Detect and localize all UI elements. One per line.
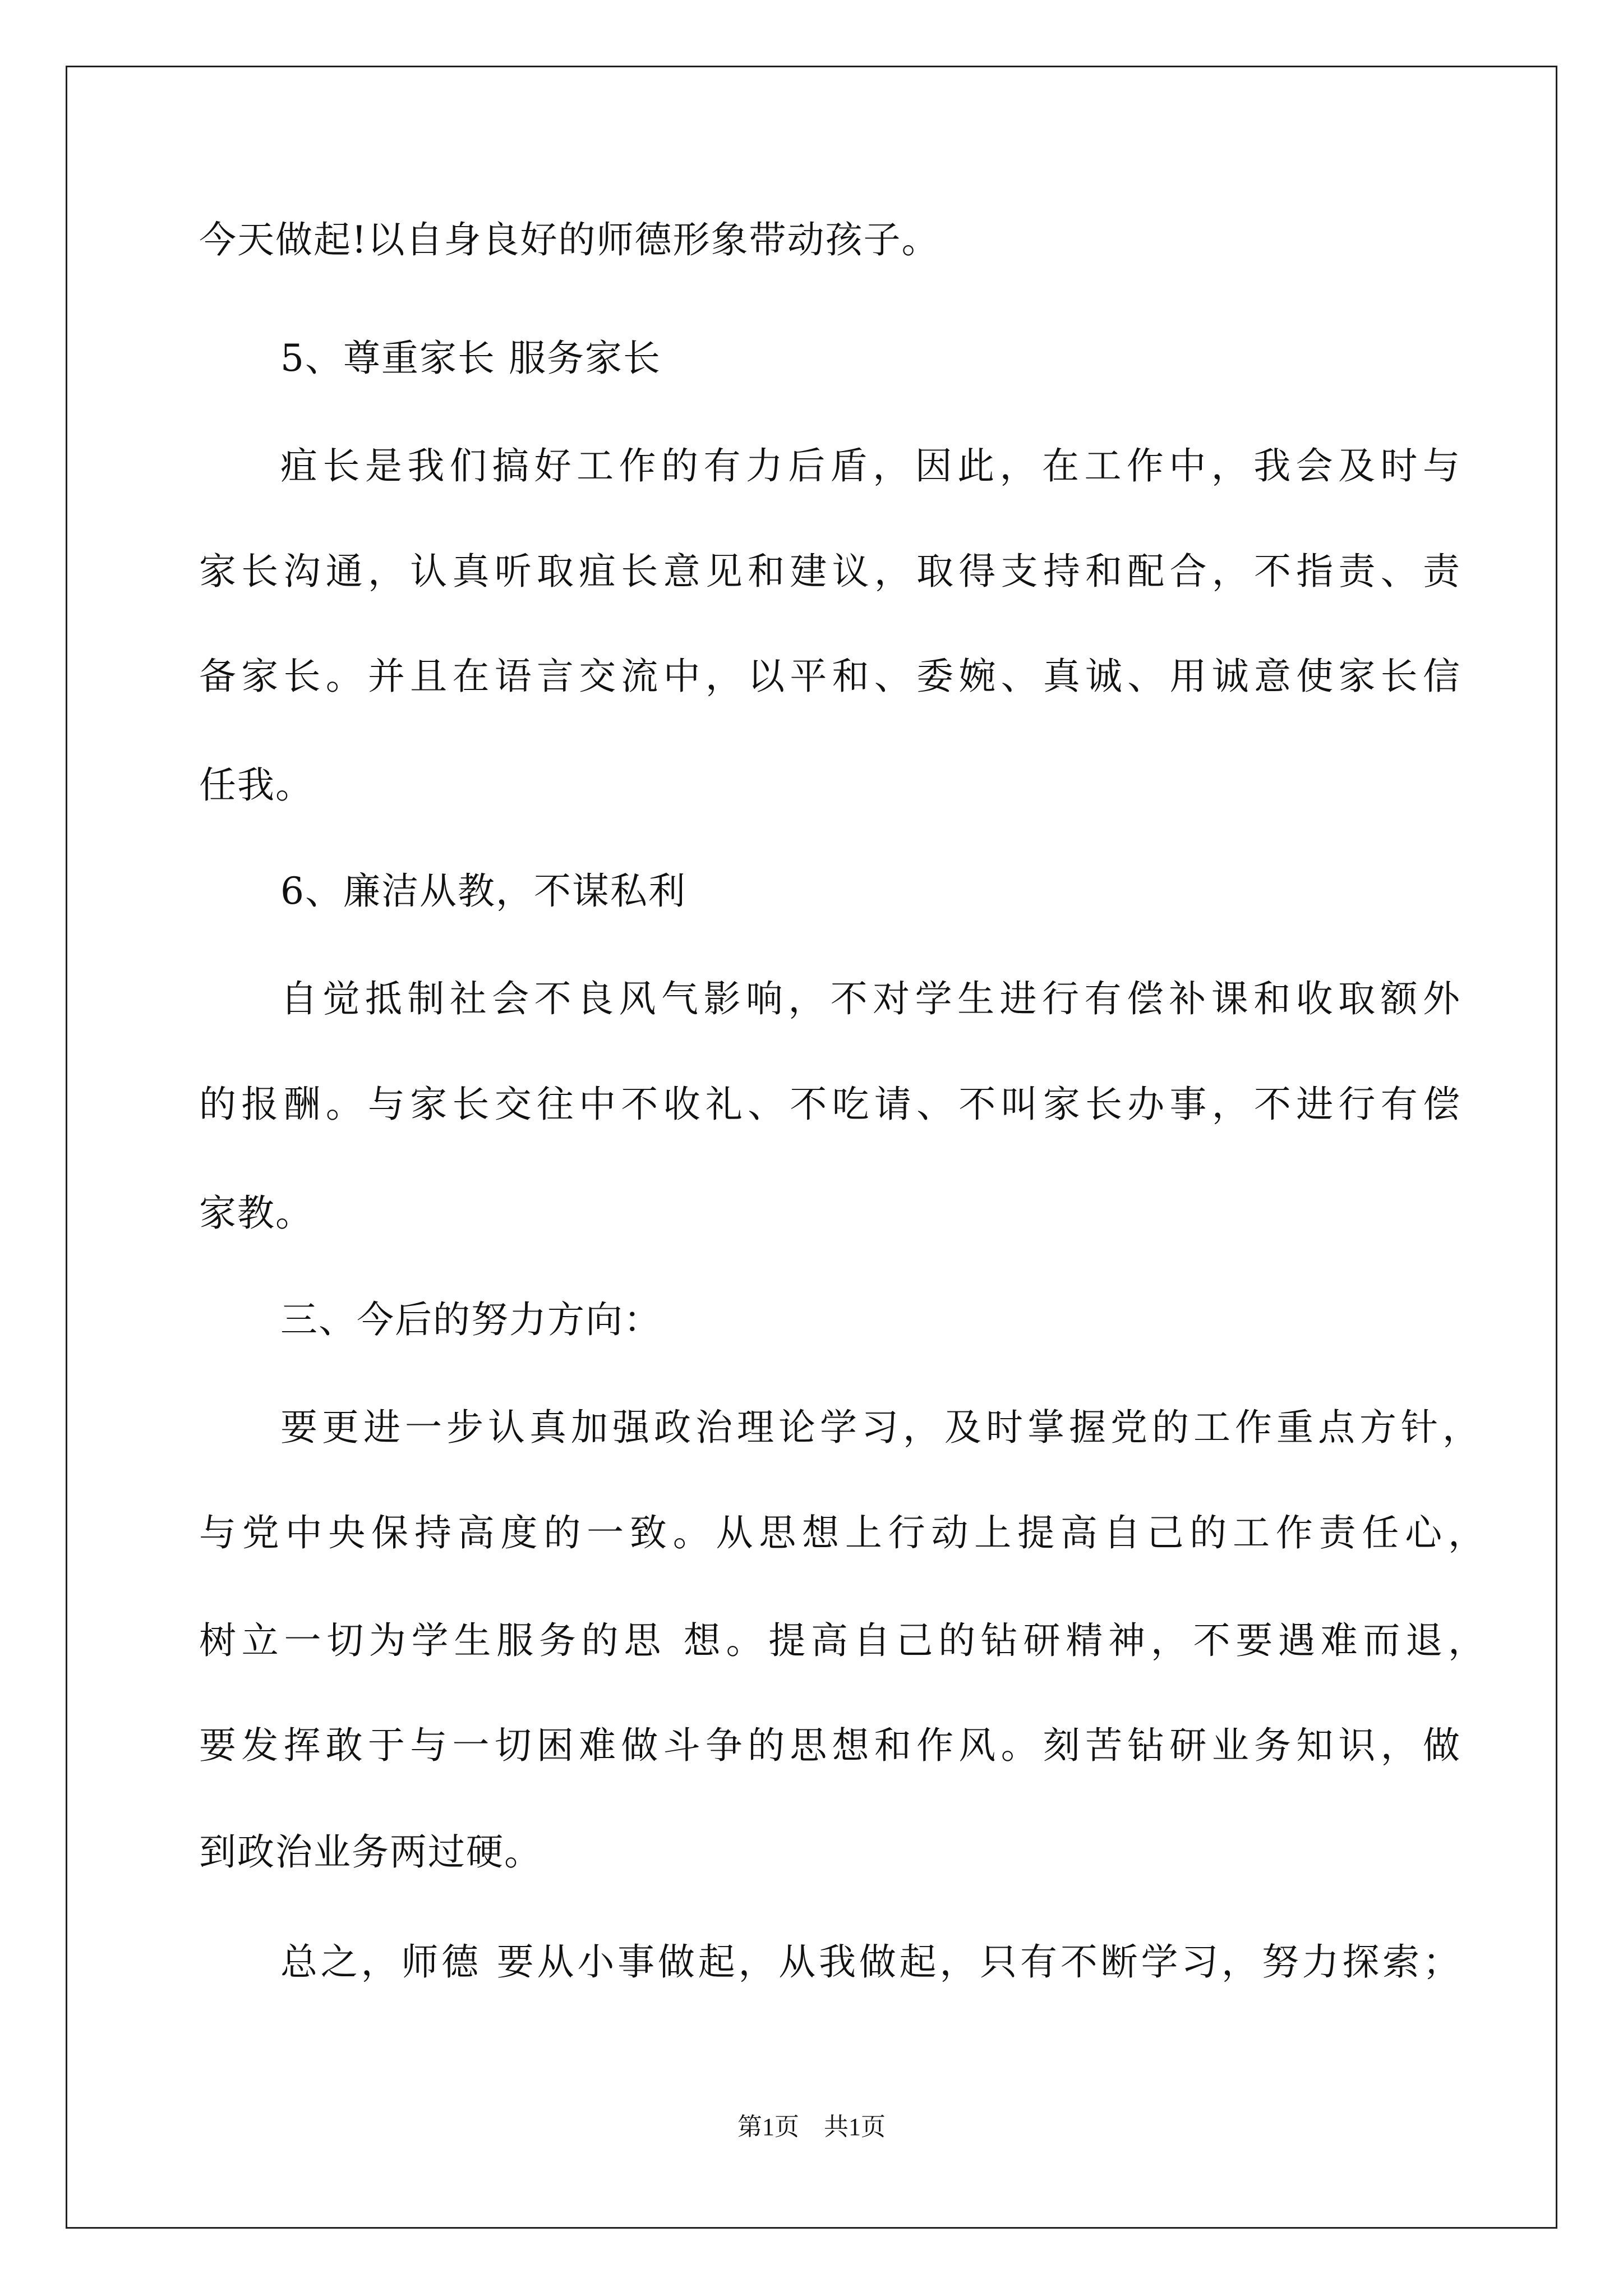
paragraph-line: 总之，师德 要从小事做起，从我做起，只有不断学习，努力探索；	[280, 1940, 1461, 1984]
section-heading: 三、今后的努力方向：	[280, 1298, 662, 1341]
paragraph-line: 今天做起!以自身良好的师德形象带动孩子。	[199, 218, 940, 261]
paragraph-line: 自觉抵制社会不良风气影响，不对学生进行有偿补课和收取额外	[280, 977, 1461, 1020]
section-heading: 5、尊重家长 服务家长	[280, 337, 661, 380]
paragraph-line: 备家长。并且在语言交流中，以平和、委婉、真诚、用诚意使家长信	[199, 655, 1461, 698]
paragraph-line: 要发挥敢于与一切困难做斗争的思想和作风。刻苦钻研业务知识，做	[199, 1724, 1461, 1767]
paragraph-line: 与党中央保持高度的一致。从思想上行动上提高自己的工作责任心，	[199, 1511, 1486, 1554]
section-heading: 6、廉洁从教，不谋私利	[280, 869, 686, 913]
paragraph-line: 疽长是我们搞好工作的有力后盾，因此，在工作中，我会及时与	[280, 444, 1461, 487]
paragraph-line: 的报酬。与家长交往中不收礼、不吃请、不叫家长办事，不进行有偿	[199, 1083, 1461, 1126]
page-number-footer: 第1页 共1页	[737, 2113, 886, 2141]
paragraph-line: 任我。	[199, 763, 313, 807]
page-frame	[66, 66, 1557, 2229]
paragraph-line: 到政治业务两过硬。	[199, 1830, 542, 1874]
paragraph-line: 家长沟通，认真听取疽长意见和建议，取得支持和配合，不指责、责	[199, 550, 1461, 593]
paragraph-line: 树立一切为学生服务的思 想。提高自己的钻研精神，不要遇难而退，	[199, 1619, 1486, 1662]
paragraph-line: 家教。	[199, 1191, 313, 1235]
paragraph-line: 要更进一步认真加强政治理论学习，及时掌握党的工作重点方针，	[280, 1406, 1481, 1449]
